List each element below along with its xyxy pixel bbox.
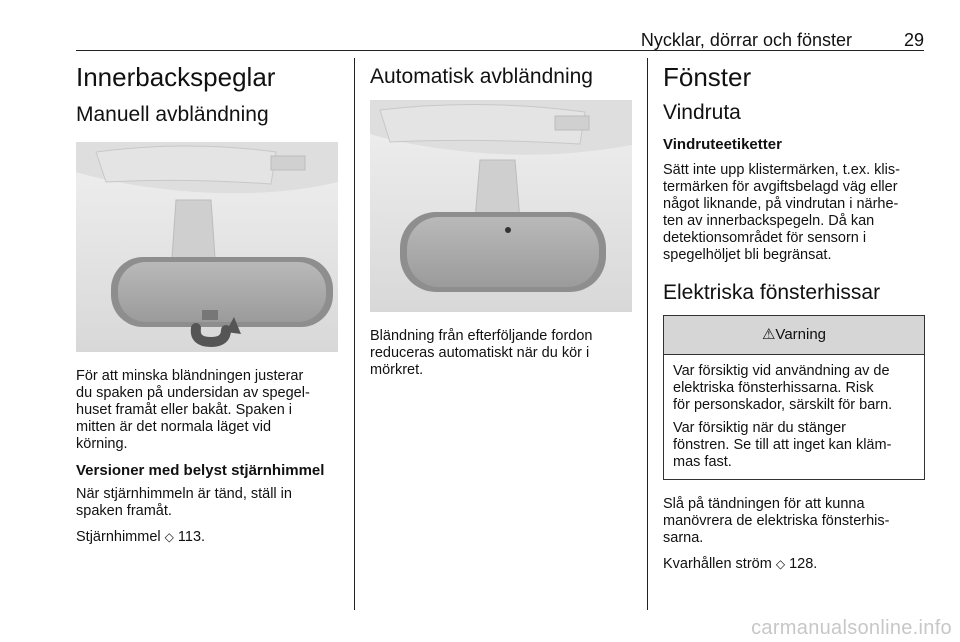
section-heading-innerbackspeglar: Innerbackspeglar (76, 62, 276, 92)
reference-starry-sky[interactable] (76, 529, 340, 546)
subheading-power-windows: Elektriska fönsterhissar (663, 281, 881, 304)
line: termärken för avgiftsbelagd väg eller (663, 179, 898, 195)
section-heading-automatic-dimming: Automatisk avbländning (370, 65, 593, 88)
line: mitten är det normala läget vid (76, 419, 272, 435)
header-title: Nycklar, dörrar och fönster (640, 30, 852, 50)
page-number: 29 (903, 30, 924, 50)
page-header (76, 30, 924, 50)
subheading-windshield-labels: Vindruteetiketter (663, 136, 782, 153)
column-1 (76, 58, 340, 546)
warning-title: Varning (775, 326, 827, 343)
column-divider-2 (647, 58, 648, 610)
line: När stjärnhimmeln är tänd, ställ in (76, 486, 292, 502)
header-rule (76, 50, 924, 51)
line: spegelhöljet bli begränsat. (663, 247, 832, 263)
line: Var försiktig när du stänger (673, 420, 847, 436)
line: detektionsområdet för sensorn i (663, 230, 867, 246)
line: reduceras automatiskt när du kör i (370, 345, 590, 361)
watermark-brand: carmanualsonline.info (751, 617, 952, 639)
warning-box (663, 315, 925, 480)
reference-label: Stjärnhimmel (76, 529, 161, 545)
reference-page: 113. (177, 529, 206, 545)
line: fönstren. Se till att inget kan kläm- (673, 437, 892, 453)
page-reference-arrow-icon: ◇ (164, 530, 174, 544)
power-windows-text (663, 496, 925, 547)
warning-triangle-icon: ⚠ (761, 326, 776, 343)
line: manövrera de elektriska fönsterhis- (663, 513, 890, 529)
automatic-dimming-text (370, 328, 632, 379)
line: sarna. (663, 530, 704, 546)
manual-dimming-text (76, 368, 340, 453)
warning-body (664, 355, 924, 479)
column-divider-1 (354, 58, 355, 610)
line: Bländning från efterföljande fordon (370, 328, 593, 344)
column-3 (663, 58, 925, 573)
line: elektriska fönsterhissarna. Risk (673, 380, 874, 396)
column-2 (370, 58, 632, 379)
line: Slå på tändningen för att kunna (663, 496, 865, 512)
subheading-manual-dimming: Manuell avbländning (76, 103, 269, 126)
line: spaken framåt. (76, 503, 172, 519)
section-heading-windows: Fönster (663, 62, 752, 92)
line: du spaken på undersidan av spegel- (76, 385, 310, 401)
line: körning. (76, 436, 128, 452)
line: ten av innerbackspegeln. Då kan (663, 213, 875, 229)
warning-header (664, 316, 924, 355)
line: Sätt inte upp klistermärken, t.ex. klis- (663, 162, 900, 178)
auto-dimming-mirror-illustration (370, 100, 632, 312)
starry-sky-text (76, 486, 340, 520)
line: mörkret. (370, 362, 424, 378)
reference-retained-power[interactable] (663, 556, 925, 573)
line: något liknande, på vindrutan i närhe- (663, 196, 899, 212)
line: För att minska bländningen justerar (76, 368, 304, 384)
manual-dimming-mirror-illustration (76, 142, 338, 352)
line: för personskador, särskilt för barn. (673, 397, 893, 413)
subheading-starry-sky: Versioner med belyst stjärnhimmel (76, 462, 325, 479)
page-reference-arrow-icon: ◇ (775, 557, 786, 571)
windshield-labels-text (663, 162, 925, 264)
line: Var försiktig vid användning av de (673, 363, 890, 379)
auto-mirror-svg (370, 100, 632, 312)
reference-label: Kvarhållen ström (663, 556, 772, 572)
subheading-windshield: Vindruta (663, 101, 741, 124)
mirror-svg (76, 142, 338, 352)
line: mas fast. (673, 454, 732, 470)
line: huset framåt eller bakåt. Spaken i (76, 402, 293, 418)
reference-page: 128. (789, 556, 818, 572)
